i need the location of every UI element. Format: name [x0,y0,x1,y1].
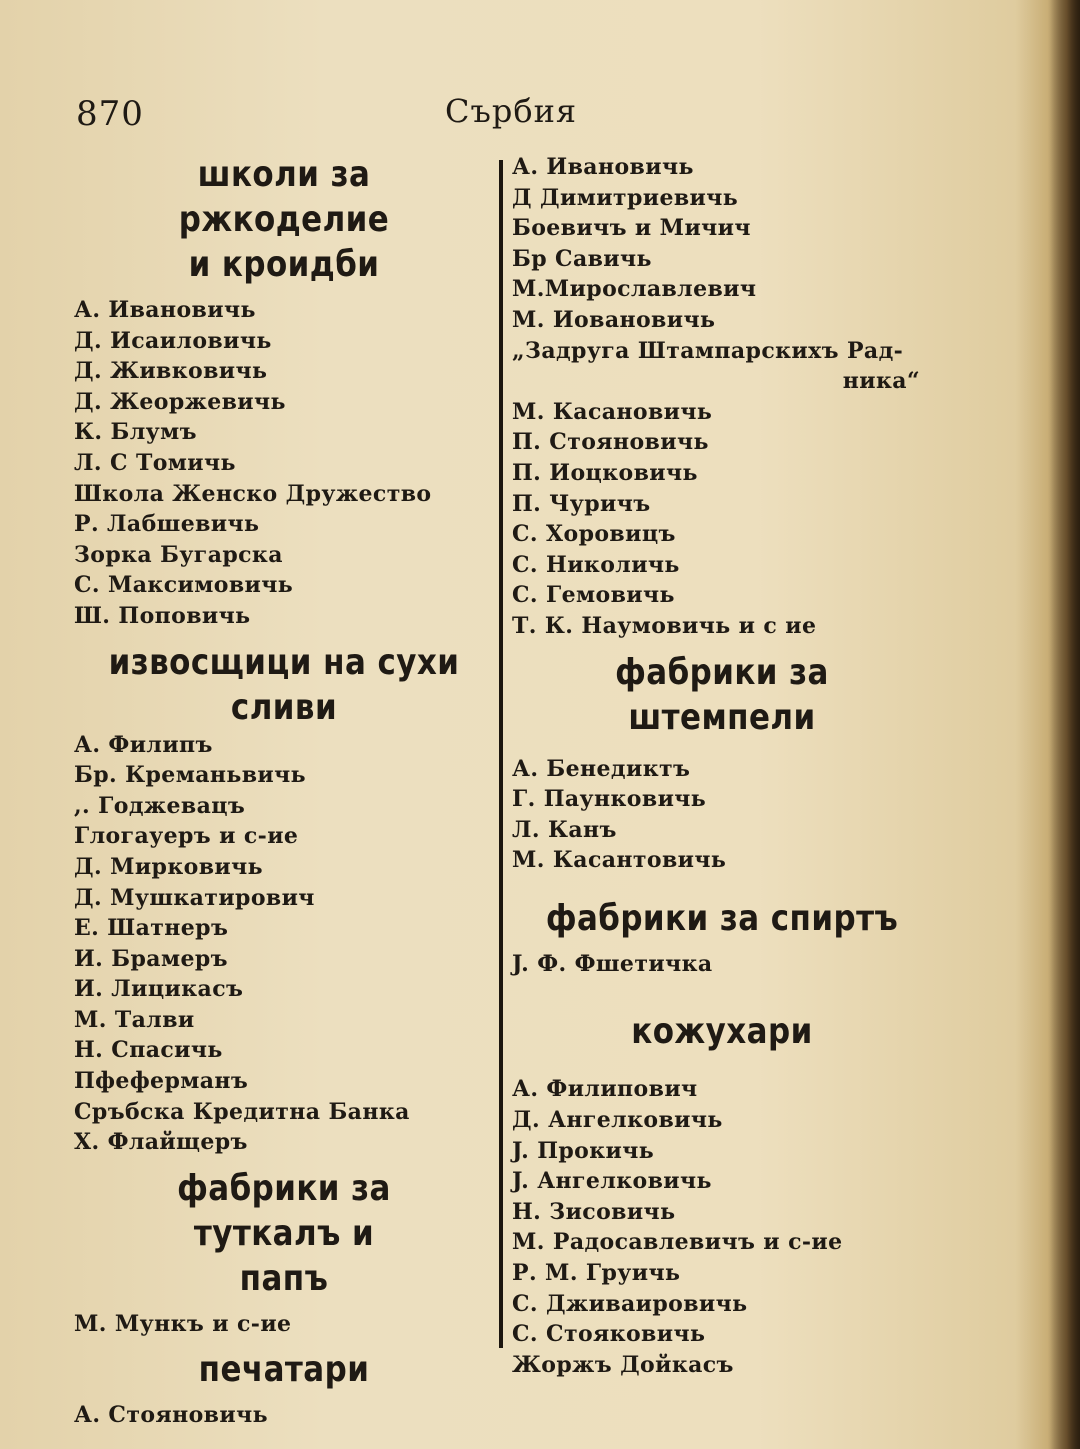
section-heading: извосщици на сухи [108,641,460,683]
list-item: ,. Годжевацъ [74,792,246,819]
list-item: А. Филипъ [74,731,213,758]
list-item: К. Блумъ [74,419,197,446]
list-item: М. Касановичь [512,398,713,425]
list-item: П. Иоцковичь [512,459,698,486]
entry-list [74,295,494,632]
list-item: Бр Савичь [512,245,652,272]
list-item: Д Димитриевичь [512,184,739,211]
list-item: Р. М. Груичь [512,1260,681,1287]
entry-list [512,949,932,980]
list-item: М. Иовановичь [512,306,716,333]
list-item: J. Ангелковичь [512,1168,712,1195]
section-handicraft-schools [74,152,494,632]
list-item: А. Бенедиктъ [512,755,691,782]
section-heading: школи за ржкоделие [178,154,390,240]
binding-shadow [1050,0,1080,1449]
entry-list [512,1074,932,1380]
entry-list [512,754,932,876]
list-item: Ш. Поповичь [74,602,251,629]
list-item: Бр. Креманьвичь [74,762,306,789]
list-item: М. Касантовичь [512,847,727,874]
running-title: Сърбия [445,92,578,130]
list-item: Г. Паунковичь [512,786,707,813]
column-divider [499,160,503,1348]
list-item: С. Максимовичь [74,572,294,599]
section-heading: печатари [198,1349,370,1391]
list-item: А. Стояновичь [74,1402,268,1429]
list-item-continuation: ника“ [842,368,920,395]
list-item: П. Стояновичь [512,429,709,456]
page-number: 870 [76,94,144,134]
continued-printers-list [512,152,932,642]
section-stamp-factories [512,650,932,876]
list-item: П. Чуричъ [512,490,651,517]
entry-list [74,1309,494,1340]
list-item: Х. Флайщеръ [74,1129,248,1156]
section-spirit-factories [512,896,932,980]
left-column [74,152,494,1431]
list-item: Зорка Бугарска [74,541,283,568]
section-heading-line-2: и кроидби [188,244,380,285]
list-item: Д. Ангелковичь [512,1107,723,1134]
list-item: J. Прокичь [512,1137,655,1164]
entry-list [74,1400,494,1431]
list-item: Школа Женско Дружество [74,480,432,507]
list-item: Бoевичъ и Мичич [512,215,751,242]
list-item: И. Брамеръ [74,945,228,972]
section-printers [74,1347,494,1431]
list-item: М. Талви [74,1006,195,1033]
list-item: А. Ивановичь [74,297,256,323]
list-item: Л. С Томичь [74,449,236,476]
list-item: Д. Живковичь [74,358,268,385]
list-item: И. Лицикасъ [74,976,244,1003]
list-item: Д. Мирковичь [74,853,263,880]
list-item: С. Стояковичь [512,1321,706,1348]
list-item: Е. Шатнеръ [74,915,229,942]
list-item: М. Мункъ и с-ие [74,1310,292,1337]
section-heading: кожухари [631,1011,813,1053]
section-heading: фабрики за штемпели [615,651,829,738]
list-item: Л. Канъ [512,816,617,843]
section-heading-line-2: папъ [239,1257,329,1299]
list-item: Д. Исаиловичь [74,327,272,354]
list-item: Т. К. Наумовичь и с ие [512,612,817,639]
list-item: С. Николичь [512,551,680,578]
list-item: С. Гемовичь [512,582,675,609]
list-item: М. Радосавлевичъ и с-ие [512,1229,843,1256]
section-glue-factories [74,1166,494,1340]
list-item: Сръбска Кредитна Банка [74,1098,410,1125]
list-item: Н. Зисовичь [512,1198,676,1225]
list-item: Д. Мушкатирович [74,884,315,911]
list-item: Глогауеръ и с-ие [74,823,299,850]
entry-list [74,730,494,1158]
section-heading: фабрики за туткалъ и [177,1167,391,1254]
section-heading: фабрики за спиртъ [545,897,899,939]
right-column [512,152,932,1380]
list-item: А. Ивановичь [512,154,694,180]
list-item: Н. Спасичь [74,1037,223,1064]
section-heading-line-2: сливи [230,686,338,728]
list-item: Д. Жеоржевичь [74,388,286,415]
section-furriers [512,1009,932,1380]
list-item: Пфеферманъ [74,1068,249,1095]
list-item: „Задруга Штампарскихъ Рад- [512,337,904,364]
list-item: С. Дживаировичь [512,1290,748,1317]
list-item: J. Ф. Фшетичка [512,950,713,977]
list-item: С. Хоровицъ [512,521,676,548]
list-item: Р. Лабшевичь [74,511,260,538]
section-dried-plum-exporters [74,640,494,1158]
list-item: М.Мирославлевич [512,276,757,303]
list-item: Жоржъ Дойкасъ [512,1351,734,1378]
list-item: А. Филипович [512,1076,698,1103]
